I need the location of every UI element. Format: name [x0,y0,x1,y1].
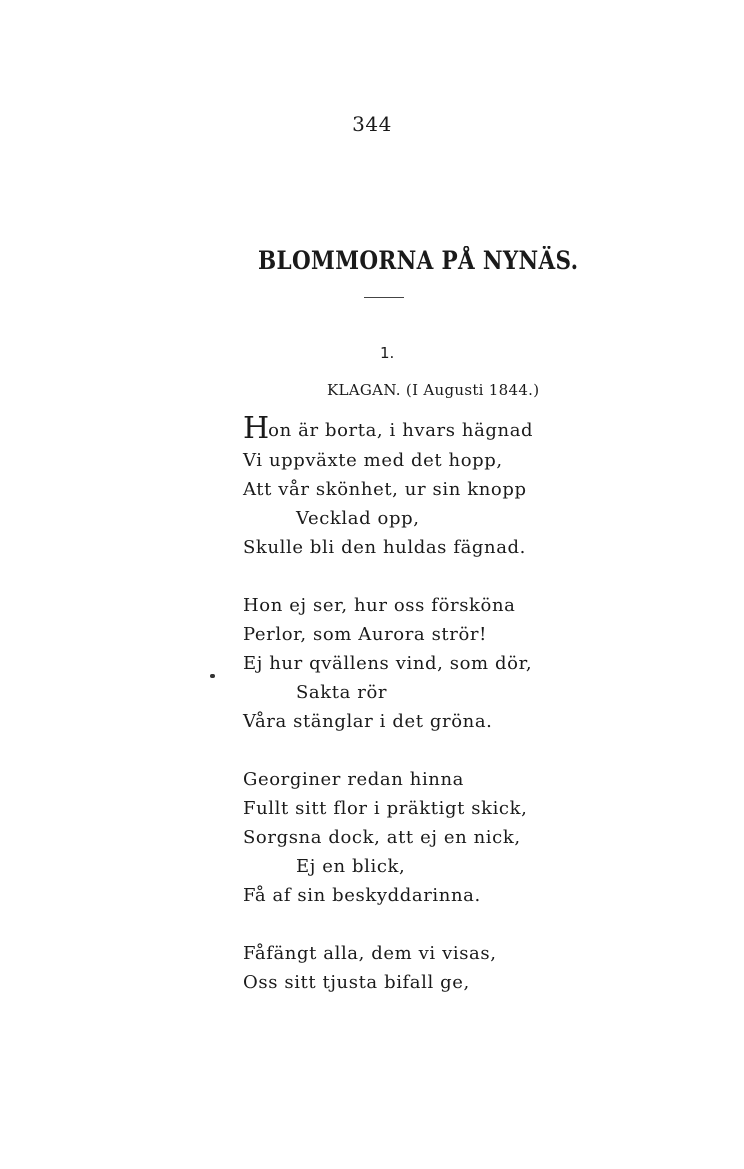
verse-line: Få af sin beskyddarinna. [243,885,481,906]
verse-line: Georginer redan hinna [243,769,465,790]
verse-line: Vecklad opp, [296,508,420,529]
verse-line [243,411,534,446]
stray-ink-mark [210,674,215,678]
drop-cap: H [243,411,269,446]
verse-line: Sakta rör [296,682,388,703]
section-number: 1. [380,344,395,362]
verse-line: Ej en blick, [296,856,406,877]
section-subtitle: KLAGAN. (I Augusti 1844.) [327,381,540,399]
page-number: 344 [352,112,392,136]
verse-line: Skulle bli den huldas fägnad. [243,537,527,558]
verse-line: Våra stänglar i det gröna. [243,711,493,732]
title-rule [364,297,404,298]
verse-line: Hon ej ser, hur oss försköna [243,595,516,616]
verse-line: Perlor, som Aurora strör! [243,624,487,645]
verse-line: Att vår skönhet, ur sin knopp [243,479,527,500]
verse-line: Sorgsna dock, att ej en nick, [243,827,521,848]
verse-line: Vi uppväxte med det hopp, [243,450,503,471]
verse-text: on är borta, i hvars hägnad [268,420,534,441]
verse-line: Ej hur qvällens vind, som dör, [243,653,533,674]
verse-line: Oss sitt tjusta bifall ge, [243,972,470,993]
verse-line: Fåfängt alla, dem vi visas, [243,943,497,964]
verse-line: Fullt sitt flor i präktigt skick, [243,798,528,819]
poem-title: BLOMMORNA PÅ NYNÄS. [258,246,579,275]
